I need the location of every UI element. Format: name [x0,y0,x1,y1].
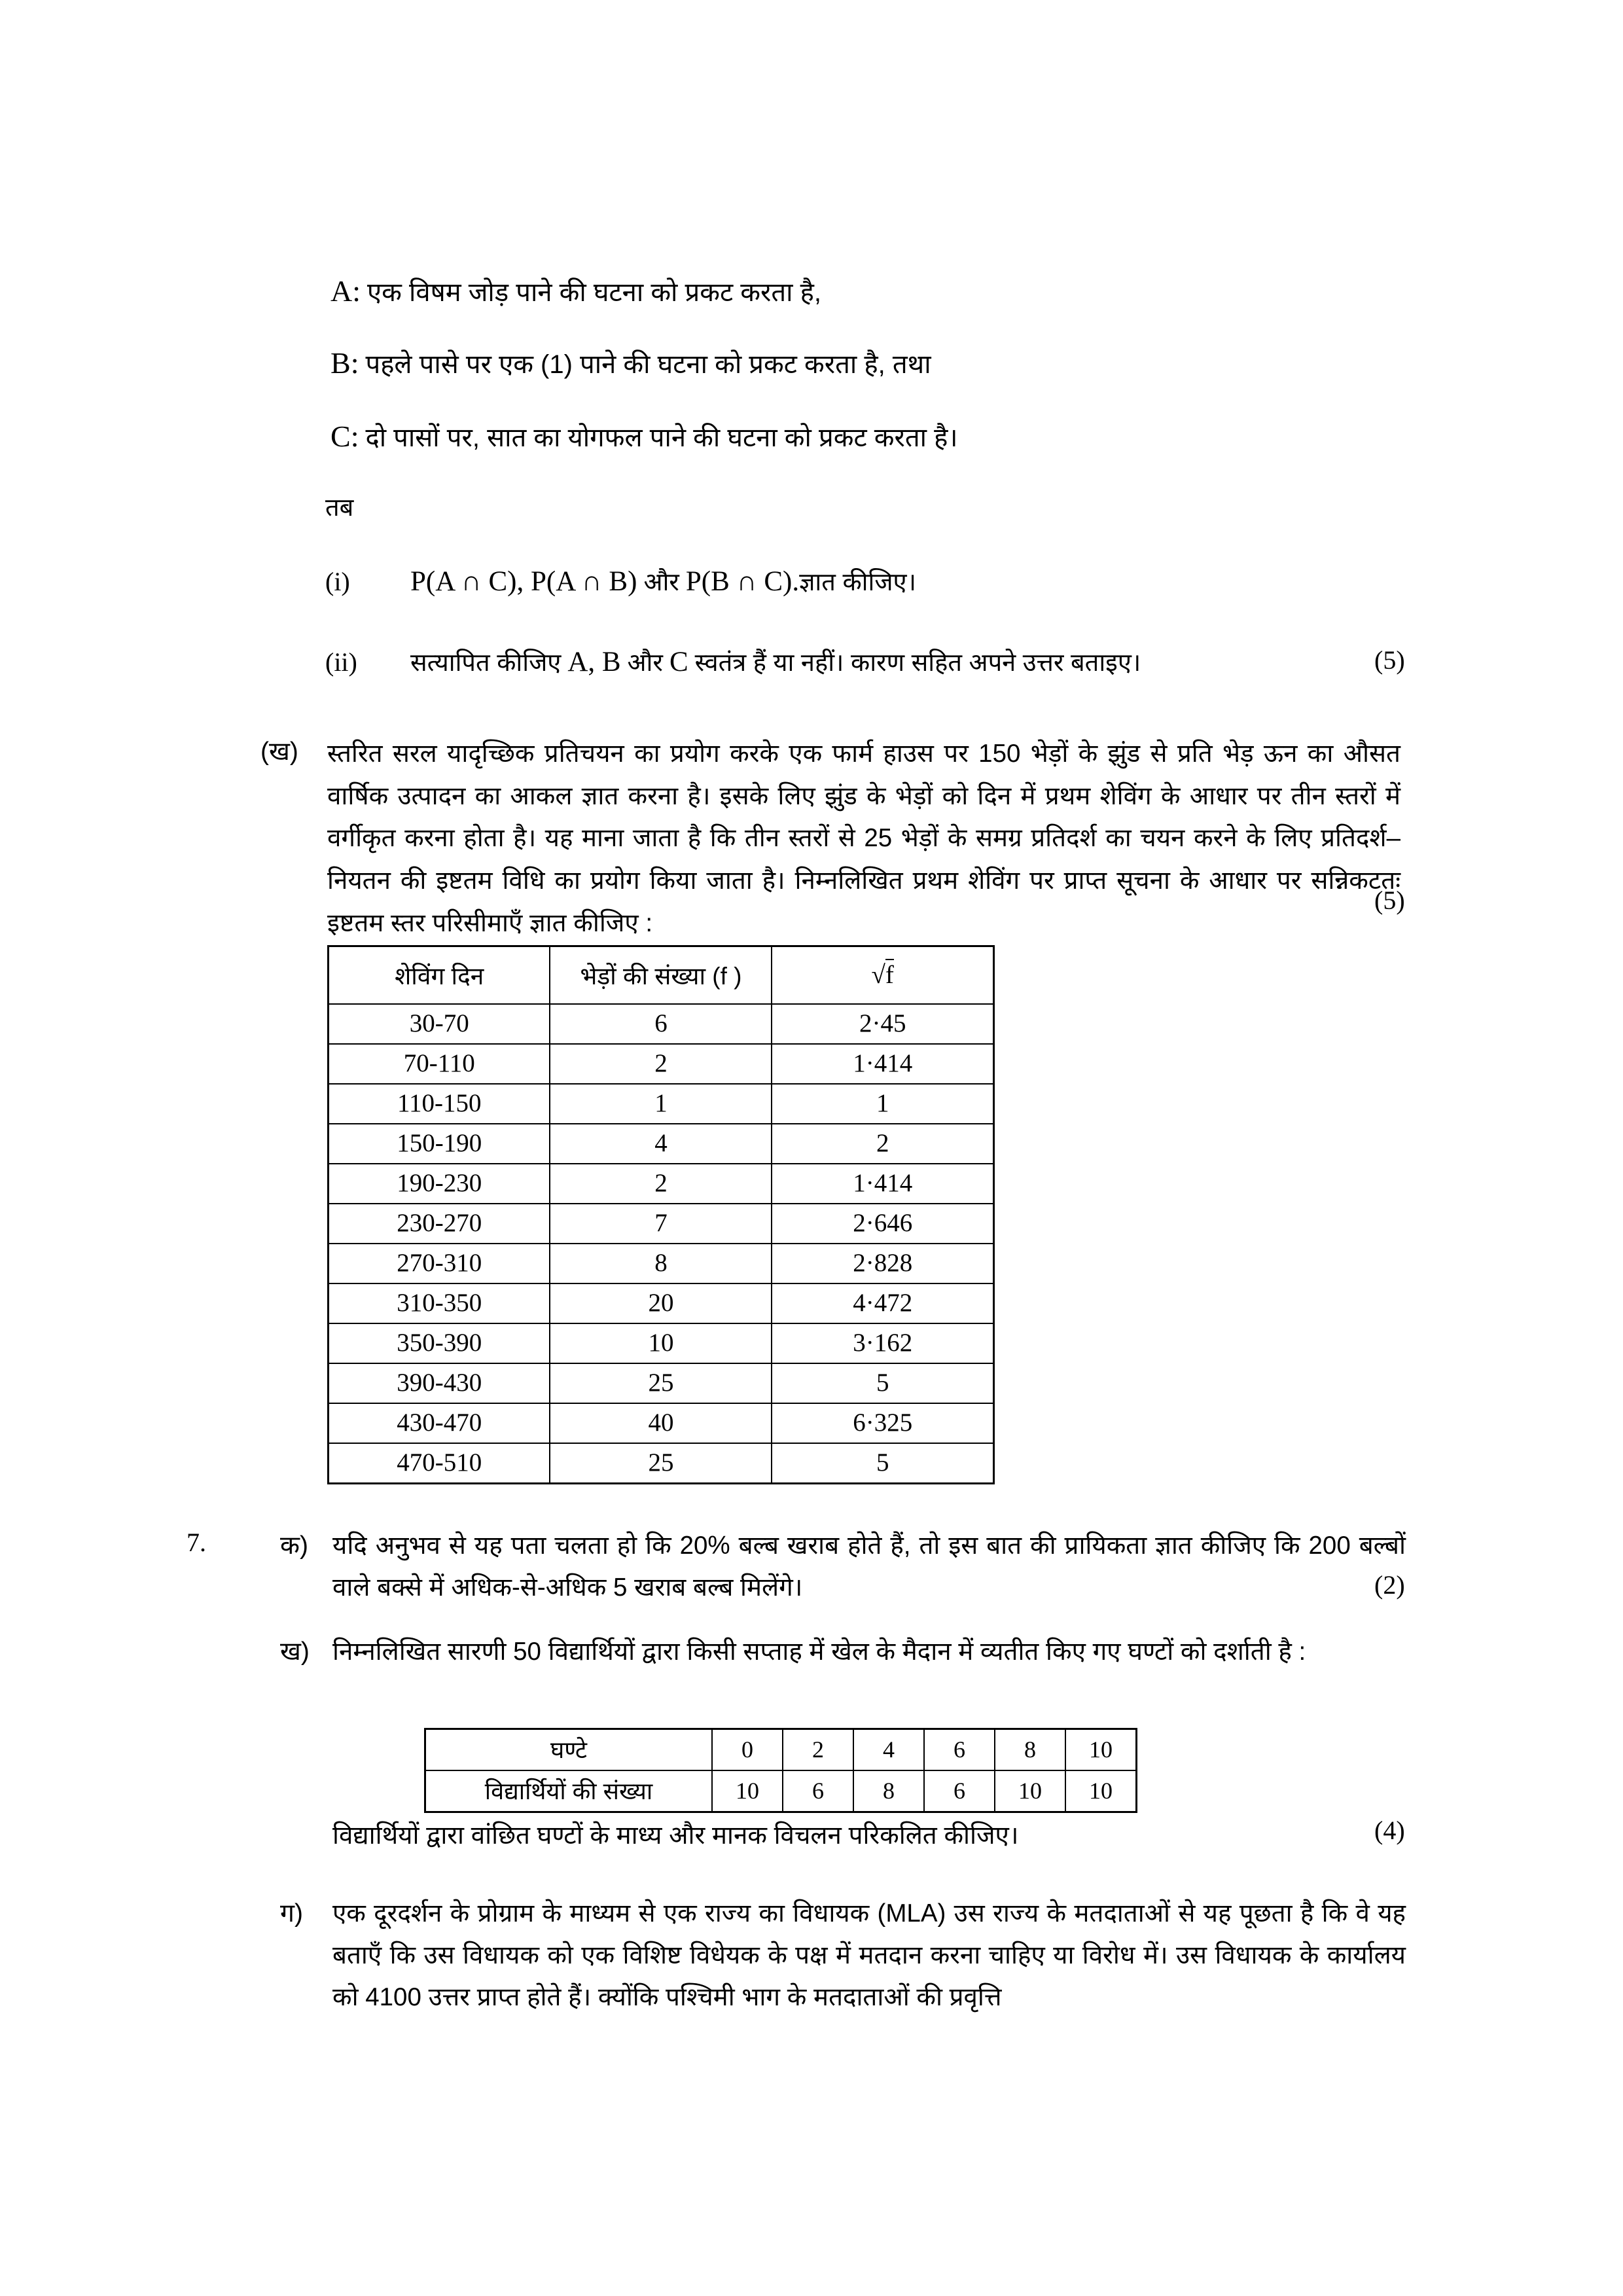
table-row [329,1283,994,1323]
part-text-7-ka: यदि अनुभव से यह पता चलता हो कि 20% बल्ब खराब होते हैं, तो इस बात की प्रायिकता ज्ञात कीजिए कि 200 बल्बों वाले बक्से में अधिक-से-अधिक 5 खराब बल्ब मिलेंगे। [332,1532,1406,1602]
roman-item-ii [325,645,1141,679]
event-label-c: C [330,420,351,453]
part-text-7-kha-after-table: विद्यार्थियों द्वारा वांछित घण्टों के माध्य और मानक विचलन परिकलित कीजिए। [332,1821,1019,1850]
part-label-7-kha: ख) [280,1638,310,1666]
roman-joiner-ii: और [627,649,663,677]
cell-f: 20 [550,1283,772,1323]
cell-class: 230-270 [329,1204,550,1244]
roman-tail-i: ज्ञात कीजिए। [799,569,916,596]
sqrt-symbol: √ [871,960,885,989]
cell-f: 8 [550,1244,772,1283]
table-row [329,1084,994,1124]
roman-tail-ii: स्वतंत्र हैं या नहीं। कारण सहित अपने उत्तर बताइए। [694,649,1141,677]
cell-class: 390-430 [329,1363,550,1403]
cell-f: 6 [550,1004,772,1044]
cell-sqrt: 3·162 [772,1323,993,1363]
event-label-a: A [330,274,353,308]
marks-part-kha: (5) [1374,886,1405,915]
part-label-7-ga: ग) [280,1899,303,1928]
cell-f: 4 [550,1124,772,1164]
table-row [329,1004,994,1044]
cell-f: 2 [550,1164,772,1204]
cell-students: 6 [783,1770,853,1812]
roman-math-i-2: P(B ∩ C). [685,566,800,597]
cell-f: 25 [550,1443,772,1484]
cell-hour: 8 [995,1729,1065,1771]
event-colon-b: : [350,346,359,380]
th-sqrt-f [772,946,993,1005]
table-row-students [425,1770,1137,1812]
cell-f: 1 [550,1084,772,1124]
table-row-hours [425,1729,1137,1771]
hours-frequency-table [424,1728,1137,1813]
part-text-kha: स्तरित सरल यादृच्छिक प्रतिचयन का प्रयोग करके एक फार्म हाउस पर 150 भेड़ों के झुंड से प्रति भेड़ ऊन का औसत वार्षिक उत्पादन का आकल ज्ञात करना है। इसके लिए झुंड के भेड़ों को दिन में प्रथम शेविंग के आधार पर तीन स्तरों में वर्गीकृत करना होता है। यह माना जाता है कि तीन स्तरों से 25 भेड़ों के समग्र प्रतिदर्श का चयन करने के लिए प्रतिदर्श–नियतन की इष्टतम विधि का प्रयोग किया जाता है। निम्नलिखित प्रथम शेविंग पर प्राप्त सूचना के आधार पर सन्निकटतः इष्टतम स्तर परिसीमाएँ ज्ञात कीजिए : [327,740,1400,937]
row-label-students: विद्यार्थियों की संख्या [425,1770,713,1812]
event-line-a [330,268,821,314]
row-label-hours: घण्टे [425,1729,713,1771]
cell-f: 10 [550,1323,772,1363]
cell-hour: 2 [783,1729,853,1771]
event-text-b: पहले पासे पर एक (1) पाने की घटना को प्रकट करता है, तथा [365,350,931,379]
cell-class: 190-230 [329,1164,550,1204]
part-label-kha: (ख) [260,738,298,766]
cell-f: 2 [550,1044,772,1084]
cell-sqrt: 6·325 [772,1403,993,1443]
cell-class: 470-510 [329,1443,550,1484]
table-row [329,1124,994,1164]
sqrt-radicand: f [885,959,894,989]
marks-7-ka: (2) [1374,1570,1405,1600]
shearing-days-table [327,945,995,1484]
roman-item-i [325,564,916,598]
table-row [329,1403,994,1443]
table-row [329,1363,994,1403]
table-row [329,1443,994,1484]
table-row [329,1204,994,1244]
cell-sqrt: 2·646 [772,1204,993,1244]
cell-sqrt: 1·414 [772,1164,993,1204]
part-text-7-kha: निम्नलिखित सारणी 50 विद्यार्थियों द्वारा किसी सप्ताह में खेल के मैदान में व्यतीत किए गए घण्टों को दर्शाती है : [332,1638,1306,1666]
cell-f: 25 [550,1363,772,1403]
cell-students: 10 [995,1770,1065,1812]
cell-class: 70-110 [329,1044,550,1084]
cell-class: 150-190 [329,1124,550,1164]
cell-sqrt: 1 [772,1084,993,1124]
cell-students: 8 [853,1770,924,1812]
roman-joiner-i: और [643,569,679,596]
cell-class: 350-390 [329,1323,550,1363]
roman-lead-ii: सत्यापित कीजिए [410,649,562,677]
cell-hour: 6 [924,1729,995,1771]
question-number-7: 7. [187,1528,206,1557]
cell-sqrt: 2·45 [772,1004,993,1044]
cell-sqrt: 2 [772,1124,993,1164]
event-line-c [330,414,958,459]
cell-hour: 0 [712,1729,783,1771]
cell-sqrt: 1·414 [772,1044,993,1084]
cell-class: 430-470 [329,1403,550,1443]
cell-sqrt: 5 [772,1443,993,1484]
cell-sqrt: 2·828 [772,1244,993,1283]
table-row [329,1244,994,1283]
table-row [329,1323,994,1363]
event-colon-c: : [350,420,359,453]
roman-math-ii-1: A, B [567,647,621,677]
marks-7-kha: (4) [1374,1816,1405,1845]
cell-hour: 4 [853,1729,924,1771]
event-colon-a: : [352,274,361,308]
roman-tag-i: (i) [325,567,350,596]
table-row [329,1044,994,1084]
cell-class: 110-150 [329,1084,550,1124]
event-label-b: B [330,346,351,380]
then-word: तब [325,494,354,522]
cell-class: 310-350 [329,1283,550,1323]
roman-math-ii-2: C [669,647,688,677]
cell-hour: 10 [1065,1729,1137,1771]
th-shearing-days: शेविंग दिन [329,946,550,1005]
roman-math-i-1: P(A ∩ C), P(A ∩ B) [410,566,637,597]
roman-tag-ii: (ii) [325,647,357,677]
cell-sqrt: 5 [772,1363,993,1403]
cell-students: 10 [712,1770,783,1812]
part-text-7-ga: एक दूरदर्शन के प्रोग्राम के माध्यम से एक राज्य का विधायक (MLA) उस राज्य के मतदाताओं से यह पूछता है कि वे यह बताएँ कि उस विधायक को एक विशिष्ट विधेयक के पक्ष में मतदान करना चाहिए या विरोध में। उस विधायक के कार्यालय को 4100 उत्तर प्राप्त होते हैं। क्योंकि पश्चिमी भाग के मतदाताओं की प्रवृत्ति [332,1899,1406,2011]
cell-students: 6 [924,1770,995,1812]
marks-roman-ii: (5) [1374,645,1405,675]
table-row [329,1164,994,1204]
table-header-row [329,946,994,1005]
event-text-c: दो पासों पर, सात का योगफल पाने की घटना को प्रकट करता है। [365,423,958,452]
part-label-7-ka: क) [280,1532,308,1560]
cell-sqrt: 4·472 [772,1283,993,1323]
event-line-b [330,340,931,386]
event-text-a: एक विषम जोड़ पाने की घटना को प्रकट करता है, [367,278,821,307]
th-sheep-count: भेड़ों की संख्या (f ) [550,946,772,1005]
cell-students: 10 [1065,1770,1137,1812]
cell-class: 270-310 [329,1244,550,1283]
cell-class: 30-70 [329,1004,550,1044]
cell-f: 7 [550,1204,772,1244]
table-body [329,1004,994,1484]
cell-f: 40 [550,1403,772,1443]
